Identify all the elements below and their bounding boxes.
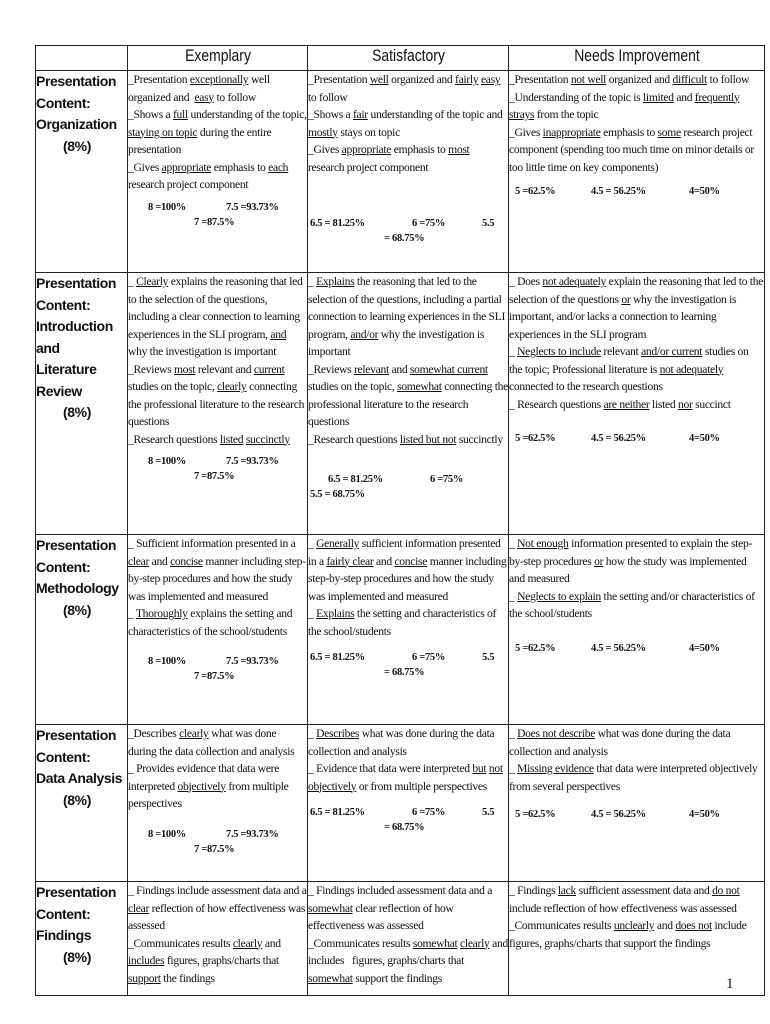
table-row: [36, 273, 765, 535]
score-item: 6 =75%: [412, 807, 446, 818]
criteria-text: _ Clearly explains the reasoning that led to the selection of the questions, including a clear connection to learning experiences in the SLI program, and why the investigation is important _Reviews most relevant and current studies on the topic, clearly connecting the professional literature to the research questions _Research questions listed succinctly: [128, 275, 305, 446]
category-cell: [36, 273, 128, 535]
score-item: = 68.75%: [384, 667, 425, 678]
score-item: 7.5 =93.73%: [226, 201, 279, 213]
category-weight: (8%): [63, 601, 91, 618]
score-item: 7.5 =93.73%: [226, 456, 279, 467]
category-cell: [36, 535, 128, 725]
needs-improvement-cell: [509, 273, 765, 535]
score-item: 4.5 = 56.25%: [591, 186, 646, 197]
score-scale: [128, 454, 307, 484]
score-item: 6.5 = 81.25%: [310, 807, 365, 818]
score-item: = 68.75%: [384, 233, 425, 244]
category-line: Presentation: [36, 727, 116, 743]
table-row: [36, 882, 765, 996]
category-line: Presentation: [36, 537, 116, 553]
category-line: Content:: [36, 905, 91, 922]
category-weight: (8%): [63, 791, 91, 808]
score-item: 8 =100%: [148, 201, 187, 213]
satisfactory-cell: [308, 882, 509, 996]
score-item: 5 =62.5%: [515, 433, 556, 444]
category-line: Content:: [36, 748, 91, 765]
category-line: Data Analysis: [36, 770, 123, 786]
score-item: 8 =100%: [148, 656, 187, 667]
header-exemplary: Exemplary: [144, 46, 292, 71]
satisfactory-cell: [308, 535, 509, 725]
score-item: 5 =62.5%: [515, 642, 556, 654]
score-item: 6 =75%: [412, 652, 446, 663]
score-item: 4=50%: [689, 186, 720, 197]
score-scale: [308, 216, 508, 246]
score-item: 7.5 =93.73%: [226, 828, 279, 840]
page-number: 1: [726, 976, 734, 992]
score-item: 8 =100%: [148, 828, 187, 840]
score-scale: [509, 184, 764, 199]
exemplary-cell: [128, 71, 308, 273]
category-cell: [36, 882, 128, 996]
score-item: 7.5 =93.73%: [226, 656, 279, 667]
score-item: 7 =87.5%: [194, 216, 235, 228]
score-item: 6 =75%: [430, 474, 464, 485]
criteria-text: _Describes clearly what was done during the data collection and analysis _ Provides evidence that data were interpreted objectively from multiple perspectives: [128, 727, 295, 810]
score-item: 5.5: [482, 807, 495, 818]
criteria-text: _Presentation exceptionally well organized and easy to follow _Shows a full understanding of the topic, staying on topic during the entire presentation _Gives appropriate emphasis to each research project component: [128, 73, 307, 191]
criteria-text: _ Does not describe what was done during the data collection and analysis _ Missing evidence that data were interpreted objectively from several perspectives: [509, 727, 758, 793]
rubric-table: [35, 45, 765, 996]
header-needs-improvement: Needs Improvement: [532, 46, 742, 71]
category-line: Presentation: [36, 73, 116, 89]
corner-cell: [36, 46, 128, 71]
score-scale: [509, 807, 764, 822]
criteria-text: _ Explains the reasoning that led to the selection of the questions, including a partial connection to learning experiences in the SLI program, and/or why the investigation is important _Reviews relevant and somewhat current studies on the topic, somewhat connecting the professional literature to the research questions _Research questions listed but not succinctly: [308, 275, 508, 446]
category-line: Literature: [36, 361, 97, 377]
category-line: Methodology: [36, 580, 119, 596]
score-scale: [128, 200, 307, 230]
score-item: 7 =87.5%: [194, 843, 235, 855]
category-cell: [36, 725, 128, 882]
criteria-text: _ Findings included assessment data and a somewhat clear reflection of how effectiveness was assessed _Communicates results somewhat clearly and includes figures, graphs/charts that somewhat support the findings: [308, 884, 508, 985]
score-scale: [308, 650, 508, 680]
score-item: = 68.75%: [384, 822, 425, 833]
criteria-text: _ Generally sufficient information presented in a fairly clear and concise manner including step-by-step procedures and how the study was implemented and measured _ Explains the setting and characteristics of the school/students: [308, 537, 507, 638]
score-item: 4=50%: [689, 642, 720, 654]
needs-improvement-cell: [509, 71, 765, 273]
exemplary-cell: [128, 535, 308, 725]
category-line: Findings: [36, 927, 92, 943]
score-item: 6.5 = 81.25%: [328, 474, 383, 485]
category-line: Content:: [36, 558, 91, 575]
criteria-text: _Presentation well organized and fairly easy to follow _Shows a fair understanding of the topic and mostly stays on topic _Gives appropriate emphasis to most research project component: [308, 73, 503, 174]
category-weight: (8%): [63, 948, 91, 965]
criteria-text: _ Does not adequately explain the reasoning that led to the selection of the questions or why the investigation is important, and/or lacks a connection to learning experiences in the SLI program _ Neglects to include relevant and/or current studies on the topic; Professional literature is not adequately connected to the research questions _ Research questions are neither listed nor succinct: [509, 275, 764, 411]
score-item: 5 =62.5%: [515, 809, 556, 820]
criteria-text: _ Not enough information presented to explain the step-by-step procedures or how the study was implemented and measured _ Neglects to explain the setting and/or characteristics of the school/students: [509, 537, 755, 620]
score-item: 5.5 = 68.75%: [310, 489, 365, 500]
satisfactory-cell: [308, 273, 509, 535]
table-row: [36, 71, 765, 273]
category-weight: (8%): [63, 404, 91, 420]
exemplary-cell: [128, 882, 308, 996]
exemplary-cell: [128, 273, 308, 535]
score-scale: [308, 805, 508, 835]
criteria-text: _ Describes what was done during the data collection and analysis _ Evidence that data were interpreted but not objectively or from multiple perspectives: [308, 727, 503, 793]
header-satisfactory: Satisfactory: [326, 46, 491, 71]
score-item: 5.5: [482, 652, 495, 663]
category-line: and: [36, 339, 60, 356]
score-item: 4.5 = 56.25%: [591, 809, 646, 820]
score-item: 5 =62.5%: [515, 186, 556, 197]
score-item: 7 =87.5%: [194, 471, 235, 482]
score-scale: [128, 654, 307, 684]
score-item: 5.5: [482, 218, 495, 229]
table-row: [36, 535, 765, 725]
score-item: 4=50%: [689, 433, 720, 444]
category-weight: (8%): [63, 137, 91, 154]
score-scale: [128, 827, 307, 857]
needs-improvement-cell: [509, 725, 765, 882]
satisfactory-cell: [308, 725, 509, 882]
score-item: 4.5 = 56.25%: [591, 433, 646, 444]
criteria-text: _ Sufficient information presented in a clear and concise manner including step-by-step procedures and how the study was implemented and measured _ Thoroughly explains the setting and characteristics of the school/students: [128, 537, 306, 638]
score-item: 6 =75%: [412, 218, 446, 229]
score-scale: [308, 472, 508, 502]
category-line: Review: [36, 382, 82, 399]
score-item: 6.5 = 81.25%: [310, 652, 365, 663]
score-item: 6.5 = 81.25%: [310, 218, 365, 229]
header-row: [36, 46, 765, 71]
category-line: Content:: [36, 296, 91, 313]
satisfactory-cell: [308, 71, 509, 273]
category-line: Presentation: [36, 884, 116, 900]
needs-improvement-cell: [509, 535, 765, 725]
criteria-text: _Presentation not well organized and difficult to follow _Understanding of the topic is limited and frequently strays from the topic _Gives inappropriate emphasis to some research project component (spending too much time on minor details or too little time on key components): [509, 73, 754, 174]
score-scale: [509, 431, 764, 446]
category-line: Content:: [36, 94, 91, 111]
exemplary-cell: [128, 725, 308, 882]
score-item: 4.5 = 56.25%: [591, 642, 646, 654]
score-scale: [509, 641, 764, 656]
table-row: [36, 725, 765, 882]
category-line: Presentation: [36, 275, 116, 291]
criteria-text: _ Findings lack sufficient assessment data and do not include reflection of how effectiveness was assessed _Communicates results unclearly and does not include figures, graphs/charts that support the findings: [509, 884, 747, 950]
category-cell: [36, 71, 128, 273]
criteria-text: _ Findings include assessment data and a clear reflection of how effectiveness was assessed _Communicates results clearly and includes figures, graphs/charts that support the findings: [128, 884, 307, 985]
score-item: 8 =100%: [148, 456, 187, 467]
score-item: 4=50%: [689, 809, 720, 820]
score-item: 7 =87.5%: [194, 671, 235, 682]
category-line: Organization: [36, 116, 117, 132]
category-line: Introduction: [36, 318, 113, 334]
